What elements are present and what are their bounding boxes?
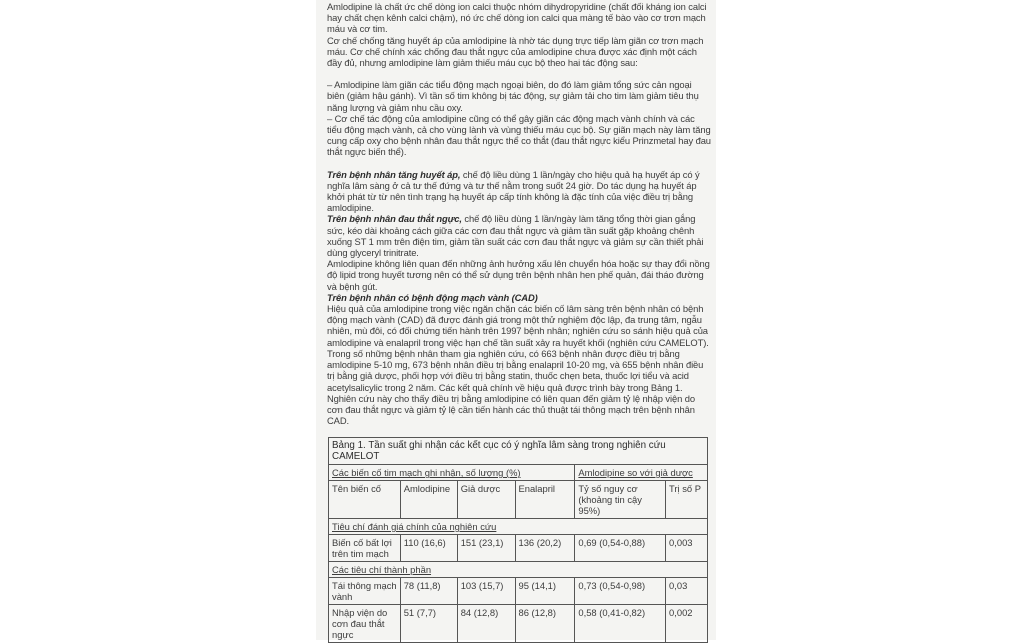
scanned-page (316, 0, 716, 640)
table-cell: 0,69 (0,54-0,88) (575, 535, 666, 562)
table-section-row (329, 519, 708, 535)
paragraph-camelot: Hiệu quả của amlodipine trong việc ngăn chặn các biến cố lâm sàng trên bệnh nhân có bệnh động mạch vành (CAD) đã được đánh giá trong một thử nghiệm độc lập, đa trung tâm, ngẫu nhiên, mù đôi, có đối chứng tiến hành trên 1997 bệnh nhân; nghiên cứu so sánh hiệu quả của amlodipine và enalapril trong việc hạn chế tần suất xảy ra huyết khối (nghiên cứu CAMELOT). Trong số những bệnh nhân tham gia nghiên cứu, có 663 bệnh nhân được điều trị bằng amlodipine 5-10 mg, 673 bệnh nhân điều trị bằng enalapril 10-20 mg, và 655 bệnh nhân điều trị bằng giả dược, phối hợp với điều trị bằng statin, thuốc chẹn beta, thuốc lợi tiểu và acid acetylsalicylic trong 2 năm. Các kết quả chính về hiệu quả được trình bày trong Bảng 1. Nghiên cứu này cho thấy điều trị bằng amlodipine có liên quan đến giảm tỷ lệ nhập viện do cơn đau thắt ngực và giảm tỷ lệ cần tiến hành các thủ thuật tái thông mạch trên bệnh nhân CAD. (327, 303, 709, 427)
group-header-events: Các biến cố tim mạch ghi nhận, số lượng (%) (329, 465, 575, 481)
column-header: Enalapril (515, 481, 575, 519)
paragraph-coronary-dilation: – Cơ chế tác động của amlodipine cũng có thể gây giãn các động mạch vành chính và các tiểu động mạch vành, cả cho vùng lành và vùng thiếu máu cục bộ. Sự giãn mạch này làm tăng cung cấp oxy cho bệnh nhân đau thắt ngực thể co thắt (đau thắt ngực kiểu Prinzmetal hay đau thắt ngực biến thể). (327, 112, 711, 158)
column-header: Tỷ số nguy cơ (khoảng tin cậy 95%) (575, 481, 666, 519)
document-body (327, 1, 711, 426)
paragraph-mechanism: Amlodipine là chất ức chế dòng ion calci thuộc nhóm dihydropyridine (chất đối kháng ion calci hay chất chẹn kênh calci chậm), nó ức chế dòng ion calci qua màng tế bào vào cơ trơn mạch máu và cơ tim. (327, 1, 707, 35)
table-section-row (329, 562, 708, 578)
table-cell: 86 (12,8) (515, 605, 575, 643)
column-header: Amlodipine (400, 481, 457, 519)
column-header: Trị số P (666, 481, 708, 519)
section-component-endpoints: Các tiêu chí thành phần (329, 562, 708, 578)
heading-cad: Trên bệnh nhân có bệnh động mạch vành (CAD) (327, 291, 538, 303)
heading-hypertension: Trên bệnh nhân tăng huyết áp, (327, 168, 461, 180)
group-header-comparison: Amlodipine so với giả dược (575, 465, 708, 481)
table-row (329, 535, 708, 562)
table-cell: 0,003 (666, 535, 708, 562)
table-cell: 0,58 (0,41-0,82) (575, 605, 666, 643)
column-header: Giả dược (457, 481, 515, 519)
table-cell: 95 (14,1) (515, 578, 575, 605)
text-hypertension: chế độ liều dùng 1 lần/ngày cho hiệu quả hạ huyết áp có ý nghĩa lâm sàng ở cả tư thế đứng và tư thế nằm trong suốt 24 giờ. Do tác dụng hạ huyết áp khởi phát từ từ nên tình trạng hạ huyết áp cấp tính không là đặc tính của việc điều trị bằng amlodipine. (327, 168, 700, 214)
table-title: Bảng 1. Tần suất ghi nhận các kết cục có ý nghĩa lâm sàng trong nghiên cứu CAMELOT (329, 438, 708, 465)
table-cell: 0,03 (666, 578, 708, 605)
text-angina: chế độ liều dùng 1 lần/ngày làm tăng tổng thời gian gắng sức, kéo dài khoảng cách giữa các cơn đau thắt ngực và giảm tần suất gặp khoảng chênh xuống ST 1 mm trên điện tim, giảm tần suất các cơn đau thắt ngực và giảm sự cần thiết phải dùng glyceryl trinitrate. (327, 213, 704, 259)
table-cell: 0,73 (0,54-0,98) (575, 578, 666, 605)
table-cell: 78 (11,8) (400, 578, 457, 605)
table-cell: Nhập viện do cơn đau thắt ngực (329, 605, 401, 643)
table-cell: 103 (15,7) (457, 578, 515, 605)
section-primary-endpoint: Tiêu chí đánh giá chính của nghiên cứu (329, 519, 708, 535)
paragraph-peripheral-dilation: – Amlodipine làm giãn các tiểu động mạch ngoại biên, do đó làm giảm tổng sức cản ngoại biên (giảm hậu gánh). Vì tần số tim không bị tác động, sự giảm tải cho tim làm giảm tiêu thụ năng lượng và giảm nhu cầu oxy. (327, 79, 699, 113)
paragraph-angina (327, 213, 711, 258)
spacer (327, 158, 711, 169)
table-cell: 0,002 (666, 605, 708, 643)
paragraph-hypertension (327, 169, 711, 214)
table-cell: Biến cố bất lợi trên tim mạch (329, 535, 401, 562)
table-cell: 110 (16,6) (400, 535, 457, 562)
table-cell: Tái thông mạch vành (329, 578, 401, 605)
table-cell: 136 (20,2) (515, 535, 575, 562)
table-title-row (329, 438, 708, 465)
table-group-row (329, 465, 708, 481)
table-row (329, 605, 708, 643)
paragraph-antihypertensive-mechanism: Cơ chế chống tăng huyết áp của amlodipine là nhờ tác dụng trực tiếp làm giãn cơ trơn mạch máu. Cơ chế chính xác chống đau thắt ngực của amlodipine chưa được xác định một cách đầy đủ, nhưng amlodipine làm giảm thiếu máu cục bộ theo hai tác động sau: (327, 34, 704, 69)
paragraph-metabolic: Amlodipine không liên quan đến những ảnh hưởng xấu lên chuyển hóa hoặc sự thay đổi nồng độ lipid trong huyết tương nên có thể sử dụng trên bệnh nhân hen phế quản, đái tháo đường và bệnh gút. (327, 258, 710, 292)
table-cell: 51 (7,7) (400, 605, 457, 643)
table-header-row (329, 481, 708, 519)
heading-angina: Trên bệnh nhân đau thắt ngực, (327, 213, 462, 225)
table-cell: 84 (12,8) (457, 605, 515, 643)
camelot-table (328, 437, 708, 643)
column-header: Tên biến cố (329, 481, 401, 519)
spacer (327, 68, 711, 79)
table-row (329, 578, 708, 605)
table-cell: 151 (23,1) (457, 535, 515, 562)
